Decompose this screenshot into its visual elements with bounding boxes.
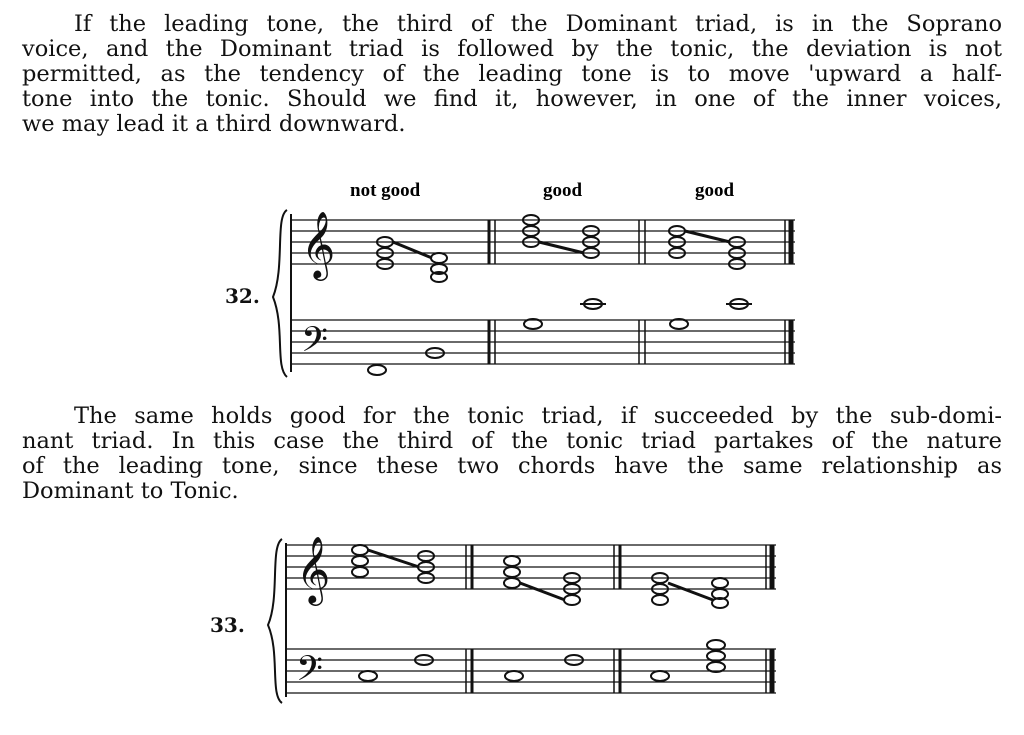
text-line: permitted, as the tendency of the leading tone is to move 'upward a half- bbox=[22, 61, 1002, 87]
brace bbox=[268, 539, 282, 703]
label-not-good: not good bbox=[350, 180, 421, 201]
text-line: tone into the tonic. Should we find it, however, in one of the inner voices, bbox=[22, 86, 1002, 112]
notes-measure-2 bbox=[504, 556, 583, 681]
notes-measure-1 bbox=[368, 237, 447, 375]
bass-clef-icon: 𝄢 bbox=[301, 322, 329, 368]
treble-clef-icon: 𝄞 bbox=[301, 212, 336, 277]
example-number: 32. bbox=[225, 284, 260, 308]
bass-clef-icon: 𝄢 bbox=[296, 651, 324, 697]
text-line: Dominant to Tonic. bbox=[22, 478, 239, 504]
paragraph-tonic-triad bbox=[22, 404, 1002, 504]
treble-clef-icon: 𝄞 bbox=[296, 537, 331, 602]
bass-staff bbox=[286, 649, 776, 693]
label-good: good bbox=[695, 180, 735, 201]
text-line: The same holds good for the tonic triad, if succeeded by the sub-domi- bbox=[74, 403, 1002, 429]
text-line: we may lead it a third downward. bbox=[22, 111, 406, 137]
text-line: of the leading tone, since these two chords have the same relationship as bbox=[22, 453, 1002, 479]
brace bbox=[273, 210, 287, 377]
bass-staff bbox=[291, 320, 795, 364]
label-good: good bbox=[543, 180, 583, 201]
text-line: voice, and the Dominant triad is followed by the tonic, the deviation is not bbox=[22, 36, 1002, 62]
text-line: If the leading tone, the third of the Dominant triad, is in the Soprano bbox=[74, 11, 1002, 37]
paragraph-leading-tone bbox=[22, 12, 1002, 137]
music-example-32 bbox=[225, 172, 805, 387]
score-32 bbox=[225, 172, 805, 387]
example-number: 33. bbox=[210, 613, 245, 637]
score-33 bbox=[200, 525, 800, 715]
notes-measure-2 bbox=[523, 215, 606, 329]
music-example-33 bbox=[200, 525, 800, 715]
text-line: nant triad. In this case the third of the tonic triad partakes of the nature bbox=[22, 428, 1002, 454]
